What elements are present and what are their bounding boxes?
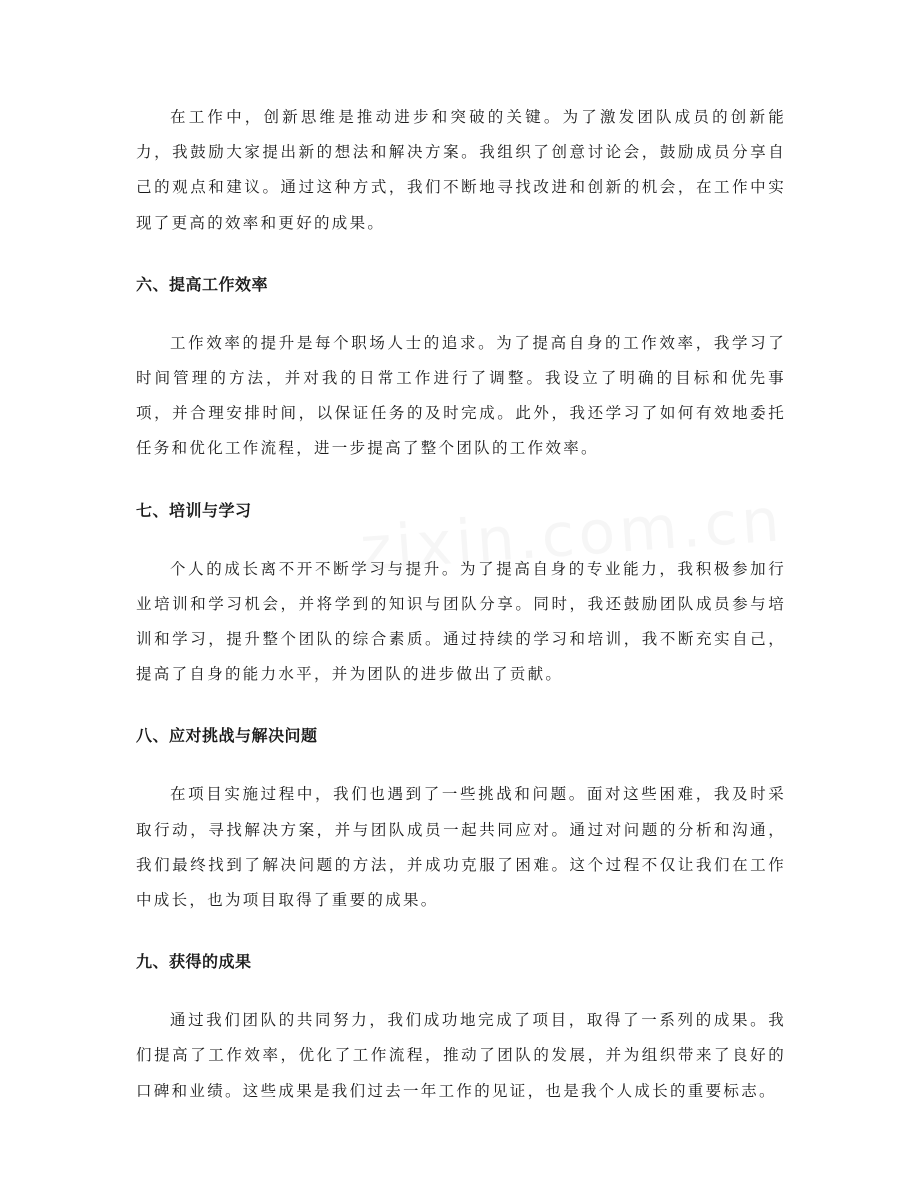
section-paragraph-results: 通过我们团队的共同努力，我们成功地完成了项目，取得了一系列的成果。我们提高了工作效率，优化了工作流程，推动了团队的发展，并为组织带来了良好的口碑和业绩。这些成果是我们过去一年工作的见证，也是我个人成长的重要标志。 xyxy=(136,1011,786,1100)
section-heading-challenges: 八、应对挑战与解决问题 xyxy=(136,726,318,746)
intro-paragraph: 在工作中，创新思维是推动进步和突破的关键。为了激发团队成员的创新能力，我鼓励大家提出新的想法和解决方案。我组织了创意讨论会，鼓励成员分享自己的观点和建议。通过这种方式，我们不断地寻找改进和创新的机会，在工作中实现了更高的效率和更好的成果。 xyxy=(136,108,786,232)
section-paragraph-training: 个人的成长离不开不断学习与提升。为了提高自身的专业能力，我积极参加行业培训和学习机会，并将学到的知识与团队分享。同时，我还鼓励团队成员参与培训和学习，提升整个团队的综合素质。通过持续的学习和培训，我不断充实自己，提高了自身的能力水平，并为团队的进步做出了贡献。 xyxy=(136,559,786,684)
document-body xyxy=(136,100,786,1109)
section-heading-training: 七、培训与学习 xyxy=(136,500,252,520)
section-paragraph-challenges: 在项目实施过程中，我们也遇到了一些挑战和问题。面对这些困难，我及时采取行动，寻找解决方案，并与团队成员一起共同应对。通过对问题的分析和沟通，我们最终找到了解决问题的方法，并成功克服了困难。这个过程不仅让我们在工作中成长，也为项目取得了重要的成果。 xyxy=(136,785,786,910)
section-heading-efficiency: 六、提高工作效率 xyxy=(136,274,269,294)
section-paragraph-efficiency: 工作效率的提升是每个职场人士的追求。为了提高自身的工作效率，我学习了时间管理的方法，并对我的日常工作进行了调整。我设立了明确的目标和优先事项，并合理安排时间，以保证任务的及时完成。此外，我还学习了如何有效地委托任务和优化工作流程，进一步提高了整个团队的工作效率。 xyxy=(136,333,786,458)
section-heading-results: 九、获得的成果 xyxy=(136,952,252,972)
